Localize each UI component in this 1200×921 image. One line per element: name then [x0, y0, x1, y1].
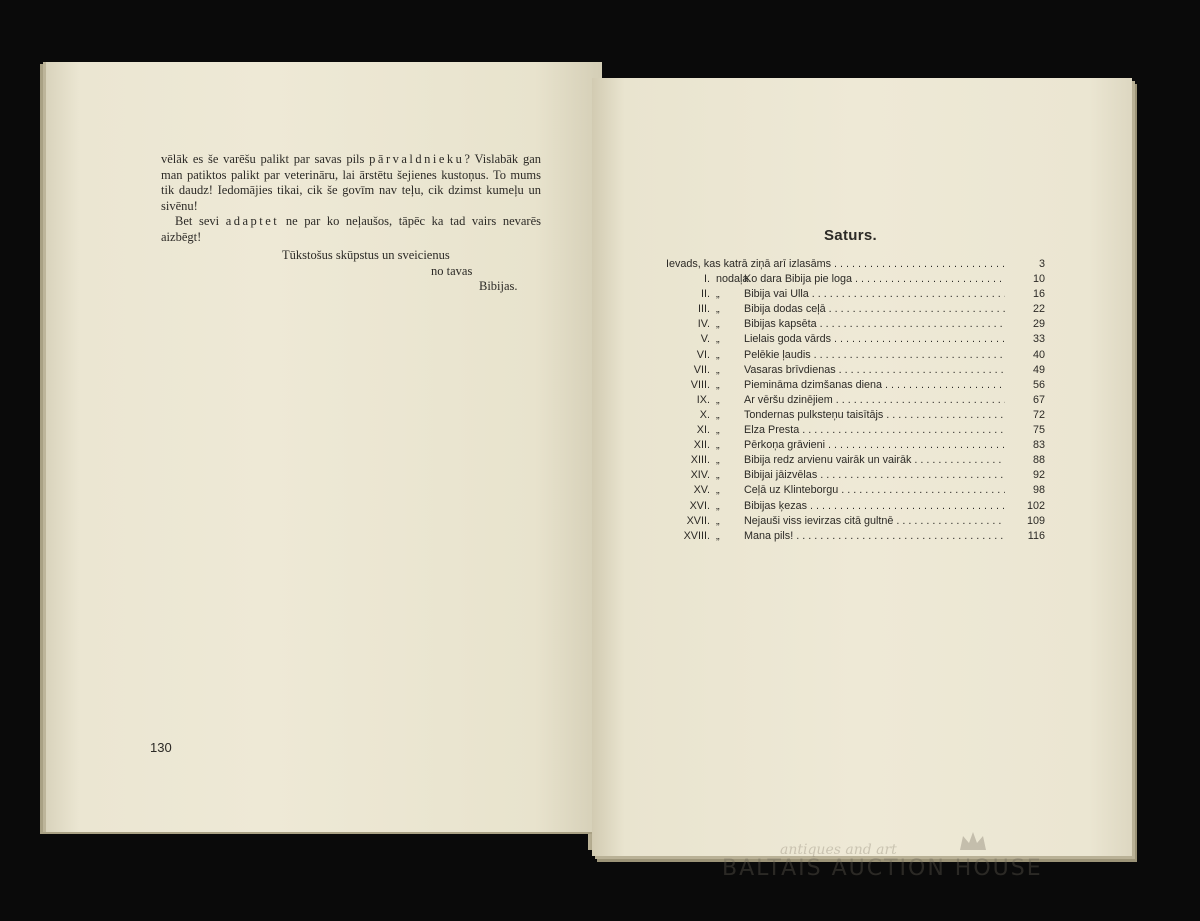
signature-line: Bibijas.: [479, 279, 518, 294]
toc-entry-title: Bibijas ķezas . . .: [744, 499, 1005, 514]
toc-row: [650, 332, 1045, 347]
toc-chapter-number: XII.: [693, 439, 710, 452]
spaced-word: pārvaldnieku: [369, 152, 465, 166]
toc-entry-page: 98: [1032, 484, 1045, 497]
toc-chapter-number: I.: [704, 273, 710, 286]
toc-entry-page: 109: [1026, 514, 1045, 527]
toc-entry-title: Bibija redz arvienu vairāk un vairāk . . .: [744, 453, 1005, 468]
toc-row: [650, 378, 1045, 393]
toc-row: [650, 348, 1045, 363]
text-span: vēlāk es še varēšu palikt par savas pils: [161, 152, 370, 166]
toc-entry-page: 40: [1032, 348, 1045, 361]
toc-chapter-number: VIII.: [690, 378, 710, 391]
toc-ditto-mark: „: [716, 529, 720, 542]
letter-paragraph-1: [161, 152, 541, 214]
toc-ditto-mark: „: [716, 439, 720, 452]
toc-entry-title: Ceļā uz Klinteborgu . . .: [744, 483, 1005, 498]
toc-ditto-mark: „: [716, 318, 720, 331]
toc-row: [650, 423, 1045, 438]
toc-chapter-number: IX.: [696, 393, 710, 406]
toc-ditto-mark: „: [716, 408, 720, 421]
toc-row: [650, 453, 1045, 468]
toc-entry-page: 92: [1032, 469, 1045, 482]
toc-row: [650, 317, 1045, 332]
watermark-script: antiques and art: [780, 842, 897, 858]
letter-body: [161, 152, 541, 246]
watermark-text: BALTAIS AUCTION HOUSE: [722, 856, 1043, 881]
toc-ditto-mark: „: [716, 348, 720, 361]
toc-row: [650, 287, 1045, 302]
toc-entry-page: 116: [1027, 529, 1045, 542]
toc-entry-page: 67: [1032, 393, 1045, 406]
letter-closing: [161, 248, 541, 295]
toc-entry-page: 16: [1032, 288, 1045, 301]
toc-chapter-number: III.: [698, 303, 710, 316]
toc-chapter-number: XIV.: [690, 469, 710, 482]
toc-row: [650, 408, 1045, 423]
toc-chapter-number: IV.: [697, 318, 710, 331]
text-span: Bet sevi: [175, 214, 226, 229]
toc-chapter-number: VI.: [696, 348, 710, 361]
toc-entry-page: 88: [1032, 454, 1045, 467]
toc-heading: Saturs.: [824, 227, 877, 244]
toc-entry-page: 3: [1038, 258, 1045, 270]
toc-chapter-number: XVIII.: [683, 529, 710, 542]
toc-chapter-number: XVII.: [686, 514, 710, 527]
toc-chapter-number: XI.: [696, 424, 710, 437]
toc-row: [650, 363, 1045, 378]
toc-entry-page: 22: [1032, 303, 1045, 316]
toc-row: [650, 438, 1045, 453]
toc-row: [650, 499, 1045, 514]
toc-entry-title: Bibijas kapsēta . . .: [744, 317, 1005, 332]
toc-entry-page: 33: [1032, 333, 1045, 346]
toc-entry-page: 10: [1032, 273, 1045, 286]
table-of-contents: [650, 257, 1045, 544]
toc-ditto-mark: „: [716, 469, 720, 482]
toc-ditto-mark: „: [716, 499, 720, 512]
toc-chapter-number: V.: [700, 333, 710, 346]
toc-entry-title: Bibijai jāizvēlas . . .: [744, 468, 1005, 483]
toc-row: [650, 272, 1045, 287]
toc-row: [650, 468, 1045, 483]
toc-row: [650, 529, 1045, 544]
toc-row: [650, 514, 1045, 529]
toc-row-intro: [650, 257, 1045, 272]
toc-chapter-number: II.: [701, 288, 710, 301]
toc-entry-title: Pērkoņa grāvieni . . .: [744, 438, 1005, 453]
toc-entry-title: Ar vēršu dzinējiem . . .: [744, 393, 1005, 408]
toc-entry-title: Ko dara Bibija pie loga . . .: [744, 272, 1005, 287]
toc-entry-title: Vasaras brīvdienas . . .: [744, 363, 1005, 378]
toc-ditto-mark: „: [716, 514, 720, 527]
toc-entry-title: Lielais goda vārds . . .: [744, 332, 1005, 347]
page-number: 130: [150, 740, 172, 755]
toc-entry-page: 83: [1032, 439, 1045, 452]
toc-chapter-number: XIII.: [690, 454, 710, 467]
toc-entry-page: 49: [1032, 363, 1045, 376]
toc-ditto-mark: „: [716, 303, 720, 316]
text-span: ? Vislabāk gan man patiktos palikt par veterināru, lai ārstētu šejienes kustoņus. To mums tik daudz! Iedomājies tikai, cik še govīm nav teļu, cik dzimst kumeļu un sivēnu!: [161, 152, 541, 213]
toc-entry-title: Pelēkie ļaudis . . .: [744, 348, 1005, 363]
toc-row: [650, 393, 1045, 408]
toc-entry-page: 29: [1032, 318, 1045, 331]
watermark: [710, 842, 1130, 902]
toc-entry-title: Piemināma dzimšanas diena . . .: [744, 378, 1005, 393]
toc-ditto-mark: „: [716, 484, 720, 497]
toc-row: [650, 483, 1045, 498]
toc-entry-page: 56: [1032, 378, 1045, 391]
toc-ditto-mark: „: [716, 378, 720, 391]
toc-ditto-mark: „: [716, 363, 720, 376]
toc-ditto-mark: „: [716, 288, 720, 301]
toc-row: [650, 302, 1045, 317]
toc-entry-title: Nejauši viss ievirzas citā gultnē . . .: [744, 514, 1005, 529]
letter-paragraph-2: [161, 214, 541, 245]
toc-ditto-mark: „: [716, 454, 720, 467]
toc-ditto-mark: „: [716, 333, 720, 346]
toc-ditto-mark: „: [716, 393, 720, 406]
toc-ditto-mark: nodaļa.: [716, 273, 752, 286]
toc-entry-title: Bibija dodas ceļā . . .: [744, 302, 1005, 317]
toc-entry-title: Ievads, kas katrā ziņā arī izlasāms . . .: [666, 257, 1005, 272]
toc-entry-title: Mana pils! . . .: [744, 529, 1005, 544]
toc-ditto-mark: „: [716, 424, 720, 437]
toc-entry-title: Elza Presta . . .: [744, 423, 1005, 438]
spaced-word: adaptet: [225, 214, 280, 229]
toc-chapter-number: VII.: [693, 363, 710, 376]
text-span: ne par ko neļaušos, tāpēc ka tad vairs nevarēs aizbēgt!: [161, 214, 541, 244]
toc-chapter-number: X.: [699, 408, 710, 421]
toc-entry-page: 72: [1032, 408, 1045, 421]
closing-line: no tavas: [431, 263, 473, 278]
toc-chapter-number: XVI.: [689, 499, 710, 512]
toc-entry-page: 102: [1026, 499, 1045, 512]
closing-line: Tūkstošus skūpstus un sveicienus: [282, 248, 450, 262]
toc-chapter-number: XV.: [693, 484, 710, 497]
toc-entry-title: Bibija vai Ulla . . .: [744, 287, 1005, 302]
toc-entry-page: 75: [1032, 424, 1045, 437]
toc-entry-title: Tondernas pulksteņu taisītājs . . .: [744, 408, 1005, 423]
crown-icon: [958, 830, 988, 854]
